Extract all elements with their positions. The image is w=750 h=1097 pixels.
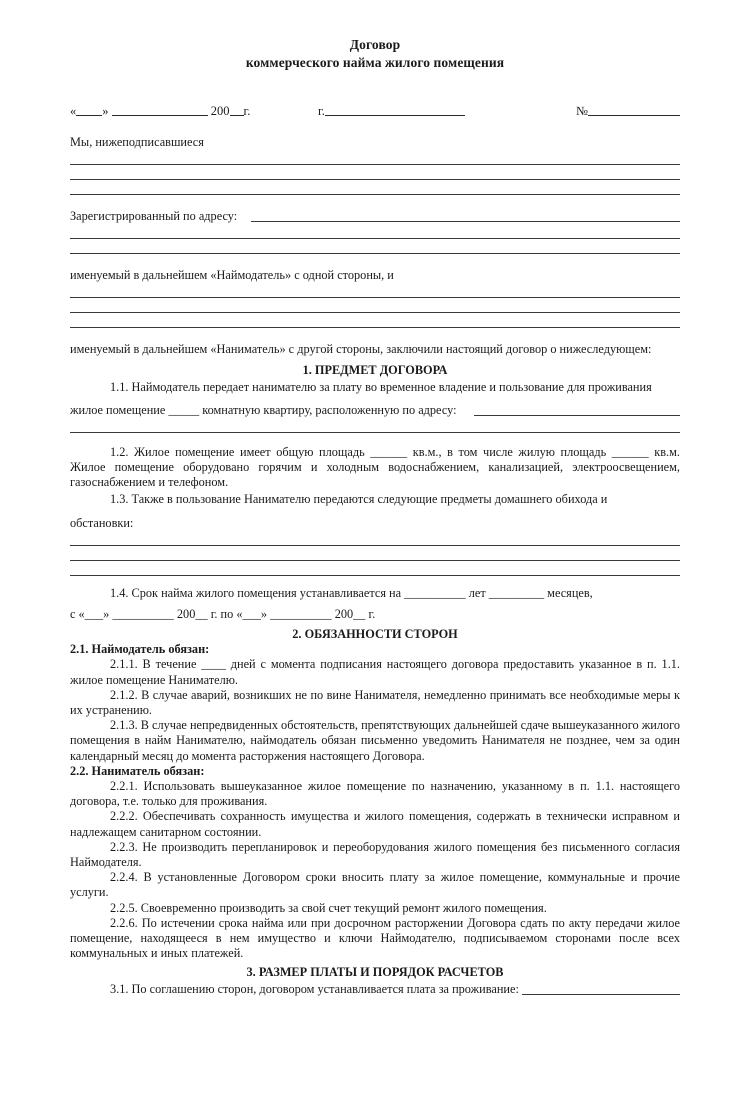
clause-1-1-address-row [70,403,680,418]
clause-2-1-1: 2.1.1. В течение ____ дней с момента подписания настоящего договора предоставить указанное в п. 1.1. жилое помещение Нанимателю. [70,657,680,687]
registered-at-label: Зарегистрированный по адресу: [70,209,238,224]
date-year-blank[interactable] [230,104,244,116]
date-close-quote: » [102,104,109,118]
blank-line[interactable] [70,575,680,576]
clause-2-2-4: 2.2.4. В установленные Договором сроки вносить плату за жилое помещение, коммунальные и прочие услуги. [70,870,680,900]
tenant-clause: именуемый в дальнейшем «Наниматель» с другой стороны, заключили настоящий договор о нижеследующем: [70,342,652,357]
date-open-quote: « [70,104,77,118]
section-1-heading: 1. ПРЕДМЕТ ДОГОВОРА [302,362,448,377]
title-line-1: Договор [349,37,401,52]
number-field [576,104,680,119]
date-year-prefix: 200 [210,104,230,118]
clause-1-3: 1.3. Также в пользование Нанимателю передаются следующие предметы домашнего обихода и [110,492,608,507]
clause-2-1-3: 2.1.3. В случае непредвиденных обстоятельств, препятствующих дальнейшей сдаче вышеуказанного жилого помещения в найм Нанимателю, наймодатель обязан письменно уведомить Нанимателя не позднее, чем за один календарный месяц до момента расторжения настоящего Договора. [70,718,680,763]
section-2-heading: 2. ОБЯЗАННОСТИ СТОРОН [292,627,458,642]
we-undersigned-label: Мы, нижеподписавшиеся [70,135,204,149]
date-year-suffix: г. [243,104,251,118]
clause-1-4-dates: с «___» __________ 200__ г. по «___» __________ 200__ г. [70,607,376,622]
clause-1-3-continuation: обстановки: [70,515,134,530]
clause-2-2-1: 2.2.1. Использовать вышеуказанное жилое помещение по назначению, указанному в п. 1.1. настоящего договора, т.е. только для проживания. [70,779,680,809]
clause-2-2-6: 2.2.6. По истечении срока найма или при досрочном расторжении Договора сдать по акту передачи жилое помещение, находящееся в нем имущество и ключи Наймодателю, подписываемом сторонами после всех коммунальных и иных платежей. [70,915,680,961]
document-content [70,36,680,997]
number-blank[interactable] [588,104,680,116]
landlord-clause: именуемый в дальнейшем «Наймодатель» с одной стороны, и [70,268,394,283]
clause-2-2-2: 2.2.2. Обеспечивать сохранность имущества и жилого помещения, содержать в технически исправном и надлежащем санитарном состоянии. [70,809,680,839]
date-field [70,104,250,119]
clause-3-1-text: 3.1. По соглашению сторон, договором устанавливается плата за проживание: [110,981,519,996]
document-title [70,36,680,72]
section-2-2-subheading: 2.2. Наниматель обязан: [70,763,205,778]
clause-2-1-2: 2.1.2. В случае аварий, возникших не по вине Нанимателя, немедленно принимать все необходимые меры к их устранению. [70,687,680,718]
clause-1-2: 1.2. Жилое помещение имеет общую площадь ______ кв.м., в том числе жилую площадь ______ кв.м. Жилое помещение оборудовано горячим и холодным водоснабжением, канализацией, электроосвещением, газоснабжением и телефоном. [70,444,680,490]
date-day-blank[interactable] [76,104,102,116]
clause-3-1-row [70,982,680,997]
registered-at-blank[interactable] [251,221,680,222]
title-line-2: коммерческого найма жилого помещения [245,55,505,70]
city-blank[interactable] [325,104,465,116]
document-page [0,36,750,1097]
number-label: № [576,104,588,118]
clause-1-1-address-blank[interactable] [474,415,680,416]
city-label: г. [318,104,325,118]
blank-line[interactable] [70,432,680,433]
blank-line[interactable] [70,253,680,254]
city-field [318,104,465,119]
section-2-1-subheading: 2.1. Наймодатель обязан: [70,642,210,657]
clause-2-2-5: 2.2.5. Своевременно производить за свой счет текущий ремонт жилого помещения. [110,900,547,915]
clause-3-1-blank[interactable] [522,994,680,995]
clause-1-1: 1.1. Наймодатель передает нанимателю за плату во временное владение и пользование для проживания [110,379,652,394]
blank-line[interactable] [70,194,680,195]
clause-1-4: 1.4. Срок найма жилого помещения устанавливается на __________ лет _________ месяцев, [110,585,593,600]
section-3-heading: 3. РАЗМЕР ПЛАТЫ И ПОРЯДОК РАСЧЕТОВ [246,964,504,979]
clause-1-1-address-text: жилое помещение _____ комнатную квартиру, расположенную по адресу: [70,402,457,417]
blank-line[interactable] [70,327,680,328]
header-meta-row [70,99,680,119]
clause-2-2-3: 2.2.3. Не производить перепланировок и переоборудования жилого помещения без письменного согласия Наймодателя. [70,839,680,870]
registered-at-row [70,209,680,224]
date-month-blank[interactable] [112,104,208,116]
